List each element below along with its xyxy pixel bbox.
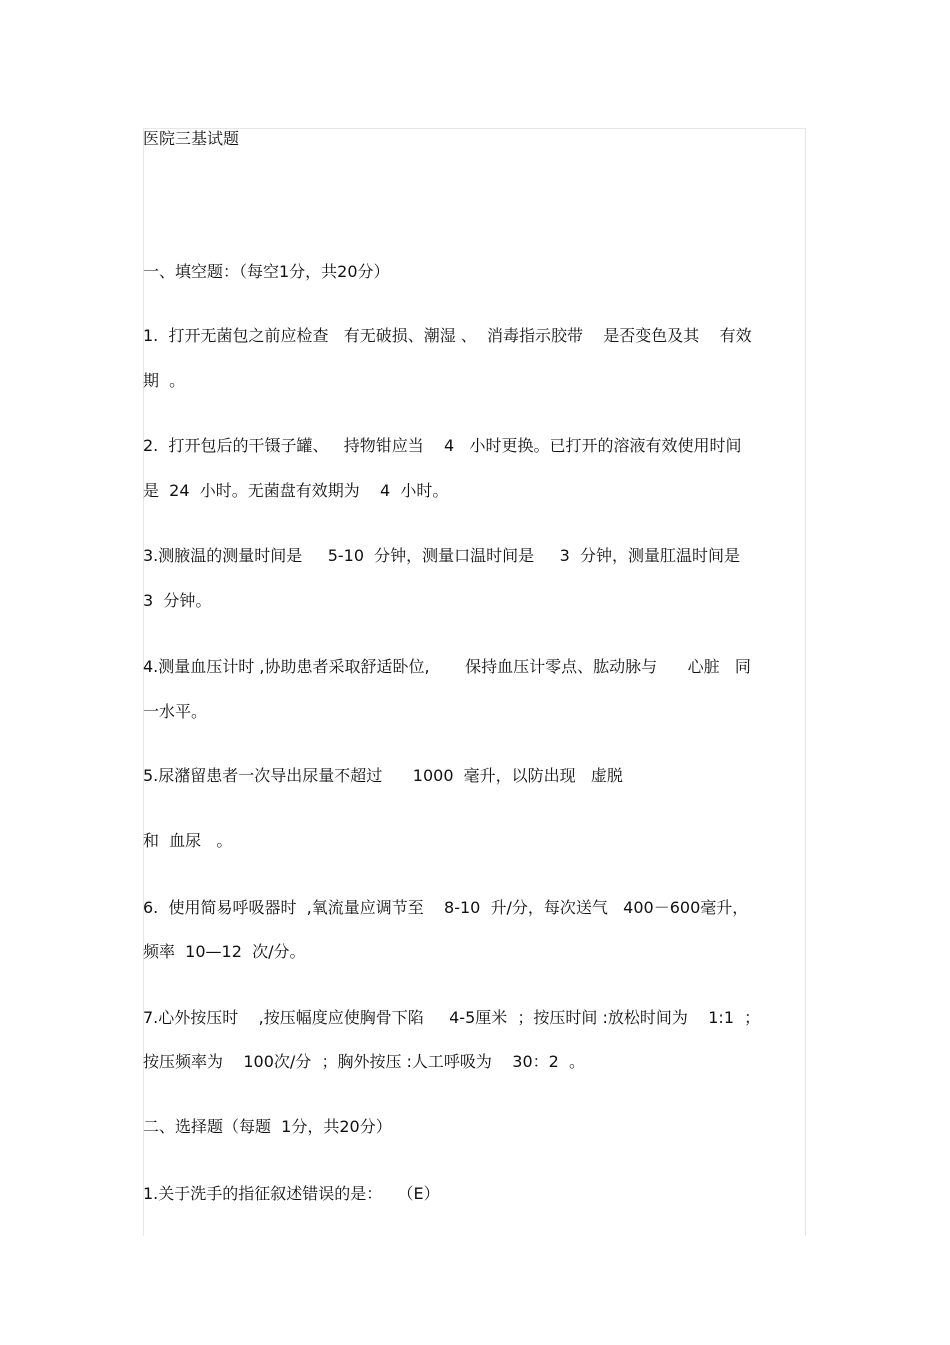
question-5-line-1: 5.尿潴留患者一次导出尿量不超过 1000 毫升，以防出现 虚脱 [143,766,623,785]
question-6-line-1: 6. 使用简易呼吸器时 ,氧流量应调节至 8-10 升/分，每次送气 400－600毫升， [143,898,749,917]
question-3-line-1: 3.测腋温的测量时间是 5-10 分钟，测量口温时间是 3 分钟，测量肛温时间是 [143,546,740,565]
section-heading-fill-blank: 一、填空题：（每空1分，共20分） [143,262,390,281]
question-2-line-2: 是 24 小时。无菌盘有效期为 4 小时。 [143,481,449,500]
question-7-line-2: 按压频率为 100次/分 ；胸外按压 :人工呼吸为 30：2 。 [143,1052,585,1071]
question-3-line-2: 3 分钟。 [143,591,212,610]
mc-question-1: 1.关于洗手的指征叙述错误的是： （E） [143,1184,440,1203]
question-4-line-2: 一水平。 [143,702,208,721]
question-7-line-1: 7.心外按压时 ,按压幅度应使胸骨下陷 4-5厘米 ；按压时间 :放松时间为 1:1 ； [143,1008,761,1027]
question-1-line-1: 1. 打开无菌包之前应检查 有无破损、潮湿 、 消毒指示胶带 是否变色及其 有效 [143,326,752,345]
question-5-line-2: 和 血尿 。 [143,831,233,850]
question-4-line-1: 4.测量血压计时 ,协助患者采取舒适卧位, 保持血压计零点、肱动脉与 心脏 同 [143,657,751,676]
section-heading-multiple-choice: 二、选择题（每题 1分，共20分） [143,1117,392,1136]
document-title: 医院三基试题 [143,129,240,148]
question-2-line-1: 2. 打开包后的干镊子罐、 持物钳应当 4 小时更换。已打开的溶液有效使用时间 [143,436,742,455]
question-1-line-2: 期 。 [143,371,186,390]
question-6-line-2: 频率 10—12 次/分。 [143,942,306,961]
